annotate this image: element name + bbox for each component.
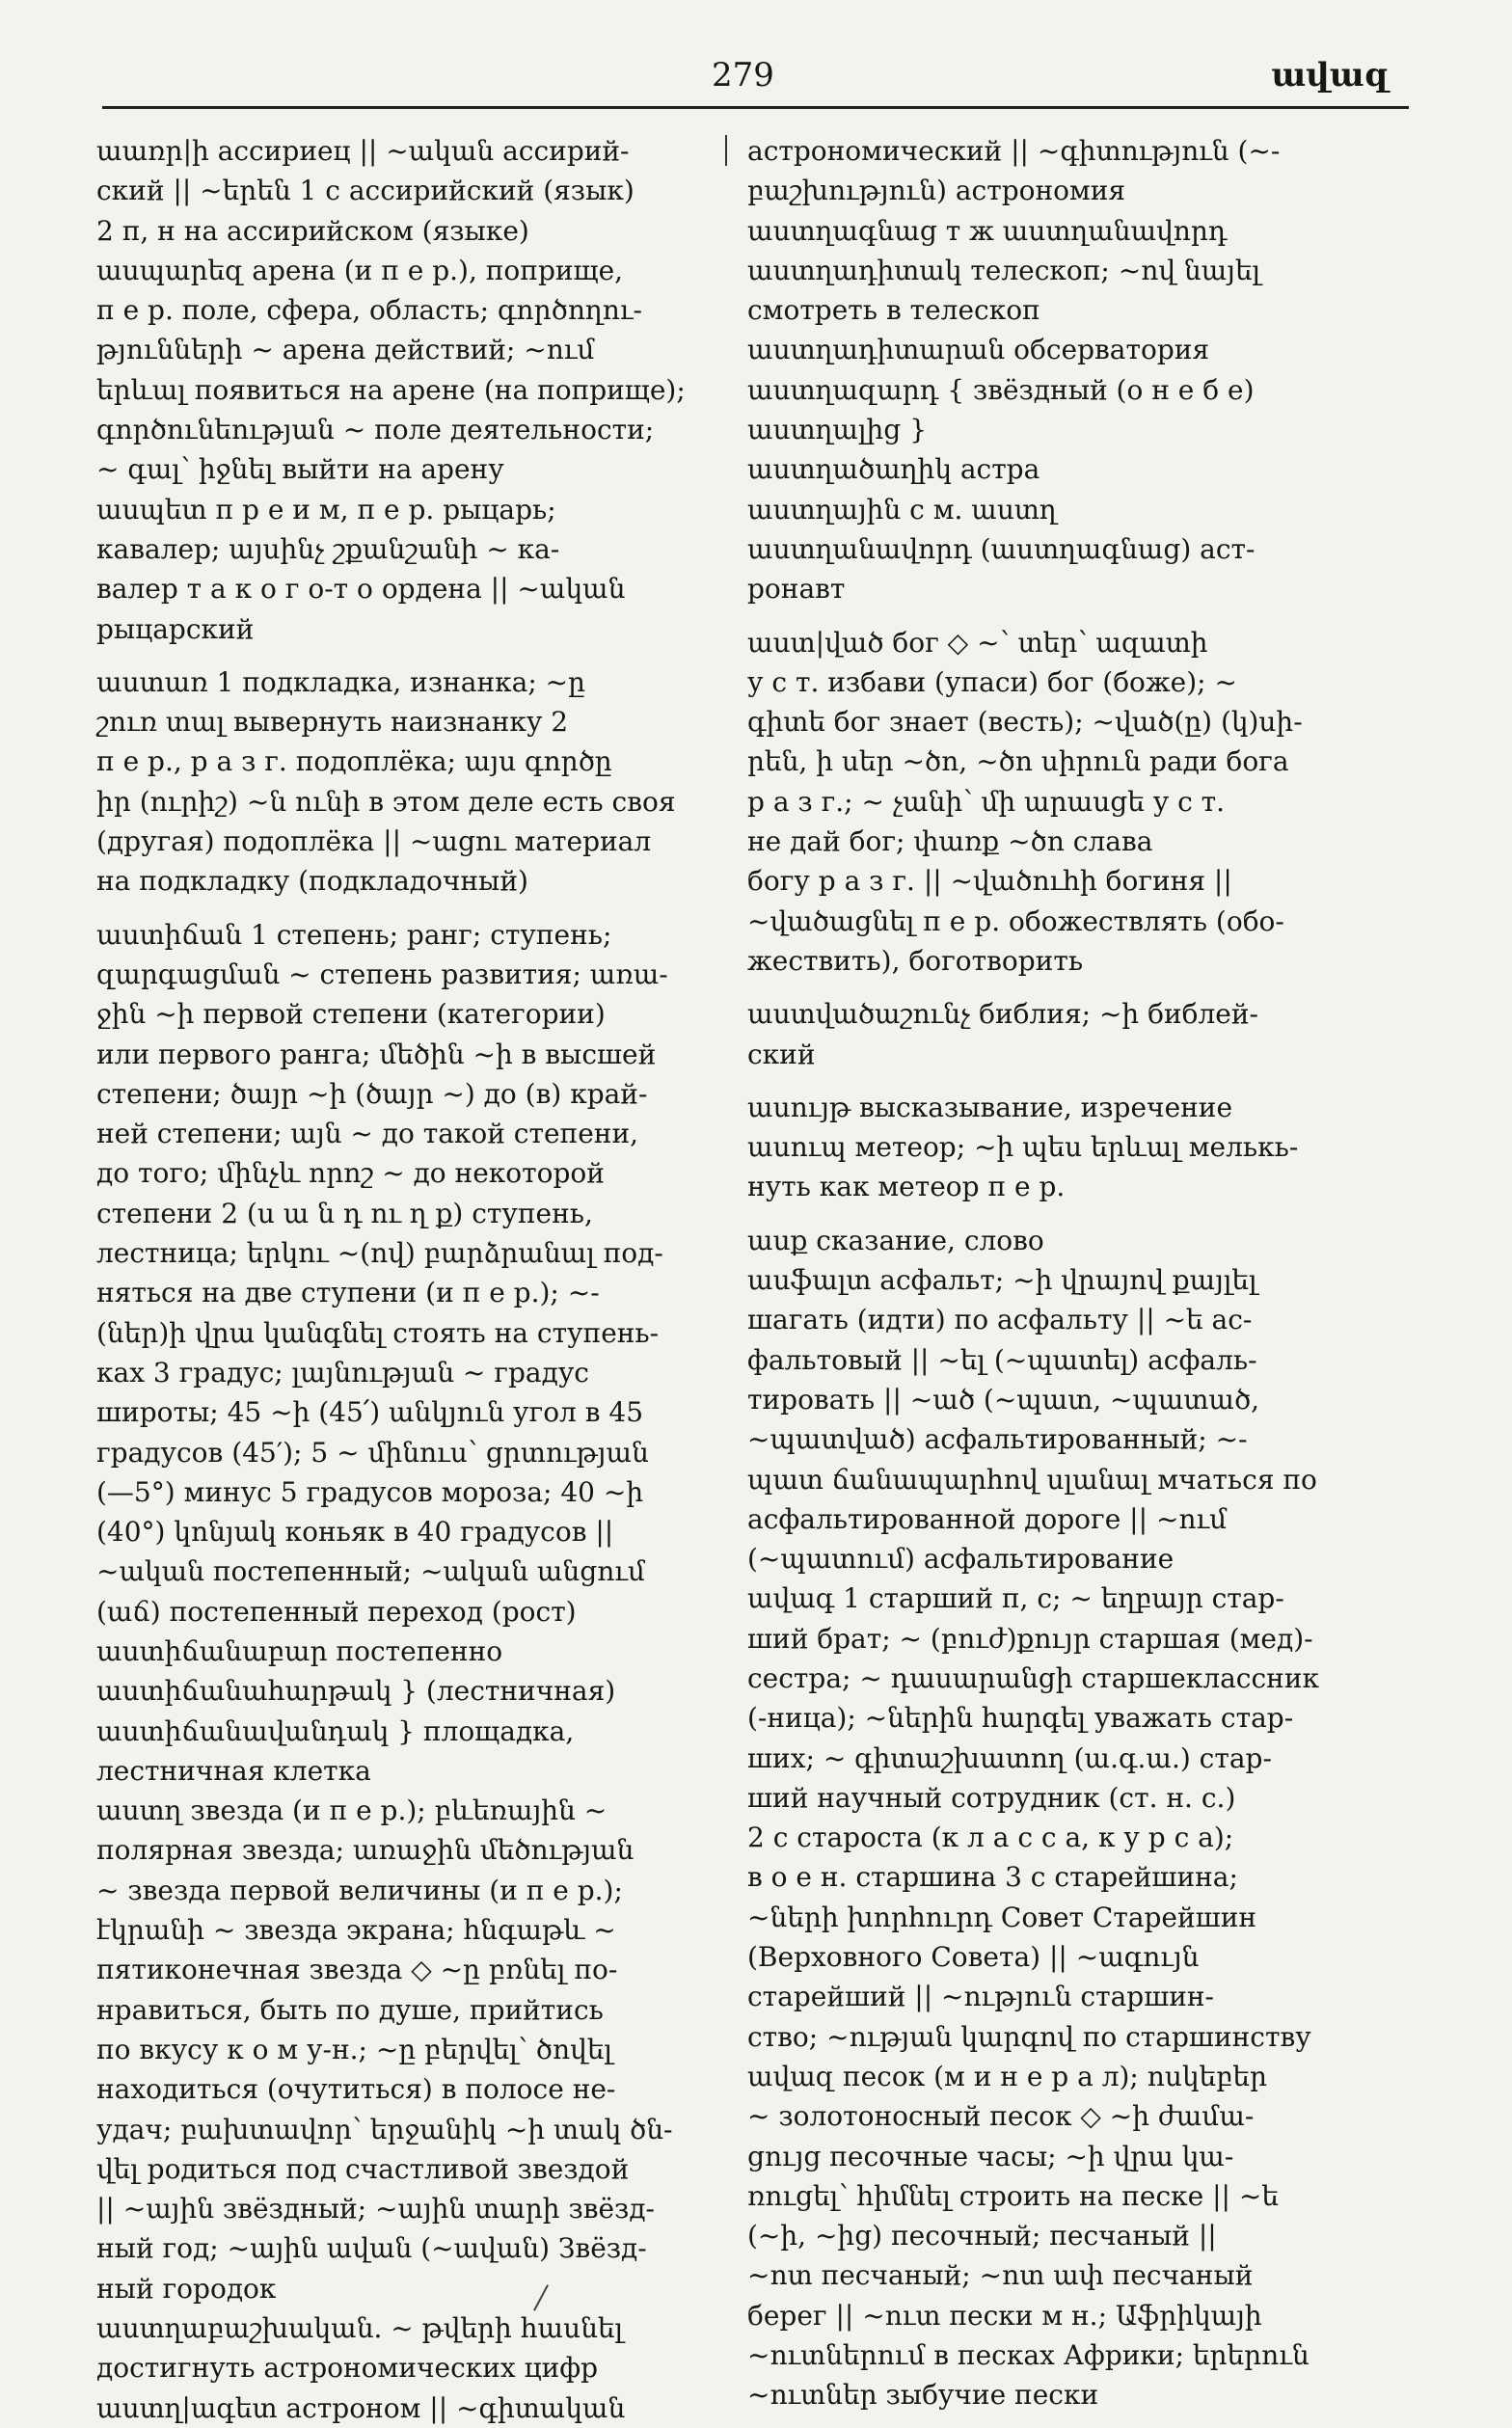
dictionary-line: или первого ранга; մեծին ~ի в высшей	[96, 1038, 657, 1070]
dictionary-line: աստառ 1 подкладка, изнанка; ~ը	[96, 665, 585, 698]
dictionary-line: жествить), боготворить	[747, 944, 1084, 977]
dictionary-line: до того; մինչև որոշ ~ до некоторой	[96, 1157, 605, 1190]
dictionary-line: գիտե бог знает (весть); ~ված(ը) (կ)սի-	[747, 706, 1303, 739]
dictionary-line: ~ական постепенный; ~ական անցում	[96, 1555, 645, 1588]
dictionary-line: берег || ~ուտ пески м н.; Աֆրիկայի	[747, 2299, 1262, 2332]
dictionary-line: (~ի, ~ից) песочный; песчаный ||	[747, 2220, 1217, 2253]
dictionary-line: ~ուտներում в песках Африки; երերուն	[747, 2339, 1310, 2372]
dictionary-line: աստիճանավանդակ } площадка,	[96, 1714, 575, 1747]
dictionary-line: богу р а з г. || ~վածուհի богиня ||	[747, 865, 1232, 898]
dictionary-line: աստղ|ագետ астроном || ~գիտական	[96, 2391, 626, 2424]
page-header	[0, 56, 1512, 102]
dictionary-line: у с т. избави (упаси) бог (боже); ~	[747, 665, 1237, 698]
dictionary-line: ցույց песочные часы; ~ի վրա կա-	[747, 2140, 1234, 2172]
dictionary-line: երևալ появиться на арене (на поприще);	[96, 373, 686, 406]
dictionary-line: պատ ճանապարհով սլանալ мчаться по	[747, 1463, 1317, 1496]
dictionary-line: աառր|ի ассириец || ~ական ассирий-	[96, 135, 630, 167]
dictionary-line: էկրանի ~ звезда экрана; հնգաթև ~	[96, 1914, 616, 1947]
dictionary-line: ասֆալտ асфальт; ~ի վրայով քայլել	[747, 1264, 1257, 1297]
dictionary-line: (другая) подоплёка || ~ացու материал	[96, 825, 652, 858]
dictionary-line: ավագ 1 старший п, с; ~ եղբայր стар-	[747, 1582, 1284, 1615]
dictionary-line: ский	[747, 1038, 816, 1070]
dictionary-line: степени; ծայր ~ի (ծայր ~) до (в) край-	[96, 1077, 648, 1110]
dictionary-line: ный городок	[96, 2272, 277, 2305]
dictionary-line: իր (ուրիշ) ~ն ունի в этом деле есть своя	[96, 785, 676, 818]
dictionary-line: ней степени; այն ~ до такой степени,	[96, 1118, 639, 1150]
dictionary-line: ~ոտ песчаный; ~ոտ ափ песчаный	[747, 2259, 1254, 2292]
dictionary-line: (-ница); ~ներին հարգել уважать стар-	[747, 1702, 1294, 1735]
running-head: ավազ	[1271, 56, 1389, 94]
dictionary-line: ասք сказание, слово	[747, 1224, 1044, 1256]
dictionary-line: пятиконечная звезда ◇ ~ը բռնել по-	[96, 1954, 618, 1986]
dictionary-line: ասույթ высказывание, изречение	[747, 1091, 1233, 1123]
dictionary-line: фальтовый || ~ել (~պատել) асфаль-	[747, 1343, 1257, 1376]
dictionary-line: градусов (45′); 5 ~ մինուս՝ ցրտության	[96, 1436, 649, 1469]
dictionary-line: ասուպ метеор; ~ի պես երևալ мелькь-	[747, 1131, 1299, 1164]
dictionary-line: старейший || ~ություն старшин-	[747, 1981, 1215, 2013]
dictionary-line: աստղալից }	[747, 414, 928, 446]
dictionary-line: աստղաբաշխական. ~ թվերի հասնել	[96, 2312, 624, 2345]
dictionary-line: по вкусу к о м у-н.; ~ը բերվել՝ ծովել	[96, 2033, 612, 2065]
dictionary-line: ~ գալ՝ իջնել выйти на арену	[96, 453, 504, 486]
dictionary-line: ~ золотоносный песок ◇ ~ի ժամա-	[747, 2100, 1255, 2133]
dictionary-line: (աճ) постепенный переход (рост)	[96, 1595, 577, 1628]
dictionary-line: на подкладку (подкладочный)	[96, 865, 528, 898]
dictionary-line: ավազ песок (м и н е р а л); ոսկեբեր	[747, 2060, 1268, 2092]
entry-gap	[747, 609, 1406, 623]
dictionary-line: ский || ~երեն 1 с ассирийский (язык)	[96, 175, 634, 207]
dictionary-line: ռուցել՝ հիմնել строить на песке || ~ե	[747, 2179, 1279, 2212]
dictionary-line: рыцарский	[96, 612, 255, 645]
dictionary-line: п е р. поле, сфера, область; գործողու-	[96, 294, 642, 327]
dictionary-line: не дай бог; փառք ~ծո слава	[747, 825, 1153, 858]
dictionary-line: шагать (идти) по асфальту || ~ե ас-	[747, 1304, 1253, 1336]
dictionary-line: асфальтированной дороге || ~ում	[747, 1502, 1228, 1535]
dictionary-line: ках 3 градус; լայնության ~ градус	[96, 1356, 589, 1389]
dictionary-line: վել родиться под счастливой звездой	[96, 2152, 630, 2185]
dictionary-line: няться на две ступени (и п е р.); ~-	[96, 1277, 600, 1309]
dictionary-line: րեն, ի սեր ~ծո, ~ծո սիրուն ради бога	[747, 745, 1289, 778]
dictionary-line: աստիճանահարթակ } (лестничная)	[96, 1675, 616, 1708]
dictionary-line: п е р., р а з г. подоплёка; այս գործը	[96, 745, 612, 778]
dictionary-line: полярная звезда; առաջին մեծության	[96, 1834, 634, 1867]
dictionary-line: ~ների խորհուրդ Совет Старейшин	[747, 1901, 1257, 1933]
dictionary-line: ~վածացնել п е р. обожествлять (обо-	[747, 904, 1284, 937]
right-column	[747, 131, 1406, 2412]
dictionary-line: ронавт	[747, 573, 846, 606]
dictionary-line: աստիճանաբար постепенно	[96, 1634, 503, 1667]
dictionary-line: աստղային с м. աստղ	[747, 493, 1057, 526]
dictionary-line: астрономический || ~գիտություն (~-	[747, 135, 1281, 167]
dictionary-line: степени 2 (ս ա ն դ ու ղ ք) ступень,	[96, 1197, 593, 1229]
dictionary-line: (ներ)ի վրա կանգնել стоять на ступень-	[96, 1316, 660, 1349]
entry-gap	[747, 981, 1406, 994]
dictionary-line: ~պատված) асфальтированный; ~-	[747, 1423, 1248, 1456]
dictionary-line: թյունների ~ арена действий; ~ում	[96, 334, 595, 366]
dictionary-line: աստղադիտակ телескоп; ~ով նայել	[747, 254, 1261, 286]
dictionary-line: ասպետ п р е и м, п е р. рыцарь;	[96, 493, 556, 526]
dictionary-line: ство; ~ության կարգով по старшинству	[747, 2020, 1311, 2053]
dictionary-line: ших; ~ գիտաշխատող (ա.գ.ա.) стар-	[747, 1741, 1272, 1774]
dictionary-line: աստղածաղիկ астра	[747, 453, 1040, 486]
dictionary-line: тировать || ~ած (~պատ, ~պատած,	[747, 1383, 1260, 1416]
dictionary-line: удач; բախտավոր՝ երջանիկ ~ի տակ ծն-	[96, 2113, 673, 2145]
dictionary-line: աստղանավորդ (աստղագնաց) аст-	[747, 532, 1256, 565]
entry-gap	[96, 902, 755, 915]
dictionary-line: ший научный сотрудник (ст. н. с.)	[747, 1781, 1236, 1814]
dictionary-line: кавалер; այսինչ շքանշանի ~ ка-	[96, 532, 560, 565]
page-number: 279	[712, 56, 774, 94]
dictionary-line: нуть как метеор п е р.	[747, 1171, 1066, 1203]
header-rule	[102, 106, 1409, 109]
dictionary-line: (Верховного Совета) || ~ագույն	[747, 1941, 1200, 1974]
dictionary-line: աստ|ված бог ◇ ~՝ տեր՝ ազատի	[747, 626, 1208, 659]
dictionary-line: շուռ տալ вывернуть наизнанку 2	[96, 706, 569, 739]
dictionary-line: զարգացման ~ степень развития; առա-	[96, 958, 668, 990]
dictionary-line: ~ звезда первой величины (и п е р.);	[96, 1874, 623, 1906]
entry-gap	[747, 1074, 1406, 1088]
dictionary-line: находиться (очутиться) в полосе не-	[96, 2073, 616, 2106]
dictionary-line: ший брат; ~ (բուժ)քույր старшая (мед)-	[747, 1622, 1313, 1655]
dictionary-line: лестница; երկու ~(ով) բարձրանալ под-	[96, 1237, 663, 1270]
dictionary-line: աստղադիտարան обсерватория	[747, 334, 1210, 366]
dictionary-line: գործունեության ~ поле деятельности;	[96, 414, 655, 446]
dictionary-line: достигнуть астрономических цифр	[96, 2352, 599, 2385]
dictionary-line: (—5°) минус 5 градусов мороза; 40 ~ի	[96, 1475, 644, 1508]
left-column	[96, 131, 755, 2424]
dictionary-line: աստղ звезда (и п е р.); բևեռային ~	[96, 1794, 608, 1827]
dictionary-line: || ~ային звёздный; ~ային տարի звёзд-	[96, 2193, 656, 2226]
dictionary-line: ~ուտներ зыбучие пески	[747, 2379, 1099, 2412]
dictionary-line: нравиться, быть по душе, прийтись	[96, 1993, 604, 2026]
dictionary-line: валер т а к о г о-т о ордена || ~ական	[96, 573, 626, 606]
dictionary-line: աստիճան 1 степень; ранг; ступень;	[96, 918, 612, 951]
entry-gap	[747, 1207, 1406, 1221]
dictionary-line: բաշխություն) астрономия	[747, 175, 1126, 207]
dictionary-line: ասպարեզ арена (и п е р.), поприще,	[96, 254, 624, 286]
dictionary-line: широты; 45 ~ի (45՛) անկյուն угол в 45	[96, 1396, 644, 1429]
dictionary-line: 2 п, н на ассирийском (языке)	[96, 214, 529, 247]
dictionary-line: лестничная клетка	[96, 1754, 371, 1787]
dictionary-line: աստվածաշունչ библия; ~ի библей-	[747, 998, 1258, 1031]
dictionary-line: աստղագնաց т ж աստղանավորդ	[747, 214, 1228, 247]
dictionary-line: (40°) կոնյակ коньяк в 40 градусов ||	[96, 1516, 614, 1549]
dictionary-line: в о е н. старшина 3 с старейшина;	[747, 1861, 1238, 1894]
dictionary-line: ный год; ~ային ավան (~ավան) Звёзд-	[96, 2232, 647, 2265]
entry-gap	[96, 649, 755, 662]
dictionary-line: ջին ~ի первой степени (категории)	[96, 998, 606, 1031]
dictionary-line: р а з г.; ~ չանի՝ մի արասցե у с т.	[747, 785, 1226, 818]
dictionary-line: сестра; ~ դասարանցի старшеклассник	[747, 1661, 1319, 1694]
dictionary-line: 2 с староста (к л а с с а, к у р с а);	[747, 1821, 1234, 1854]
dictionary-line: աստղազարդ { звёздный (о н е б е)	[747, 373, 1255, 406]
dictionary-line: смотреть в телескоп	[747, 294, 1040, 327]
dictionary-line: (~պատում) асфальтирование	[747, 1543, 1174, 1576]
